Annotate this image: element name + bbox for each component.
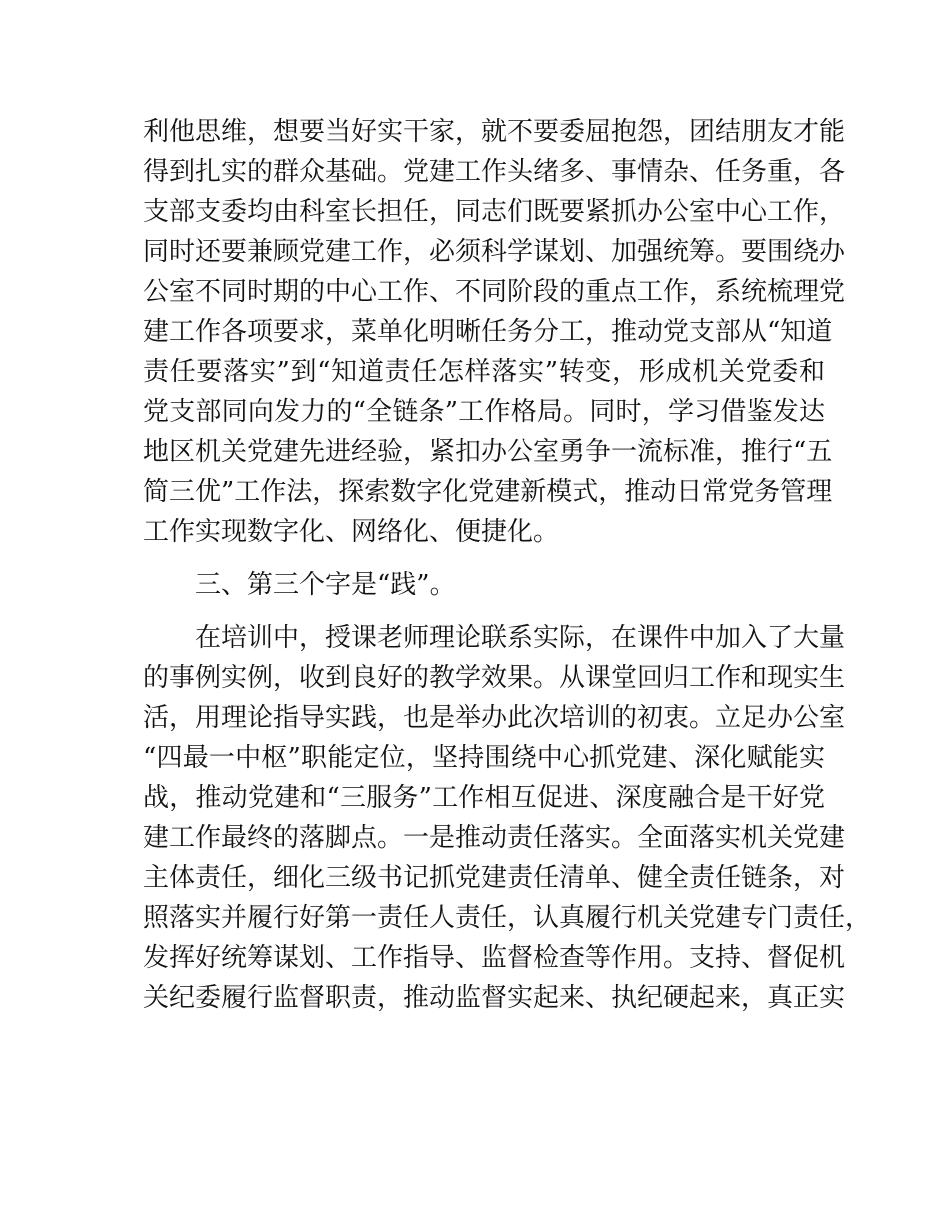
text-line: 责任要落实”到“知道责任怎样落实”转变，形成机关党委和 xyxy=(143,357,825,387)
body-text xyxy=(143,112,872,1018)
text-line: 建工作各项要求，菜单化明晰任务分工，推动党支部从“知道 xyxy=(143,317,833,347)
text-line: 活，用理论指导实践，也是举办此次培训的初衷。立足办公室 xyxy=(143,703,846,733)
text-line: 公室不同时期的中心工作、不同阶段的重点工作，系统梳理党 xyxy=(143,277,846,307)
text-line: 照落实并履行好第一责任人责任，认真履行机关党建专门责任， xyxy=(143,903,872,933)
paragraph xyxy=(143,618,872,1018)
text-line: 关纪委履行监督职责，推动监督实起来、执纪硬起来，真正实 xyxy=(143,983,846,1013)
text-line: 同时还要兼顾党建工作，必须科学谋划、加强统筹。要围绕办 xyxy=(143,237,846,267)
section-heading: 三、第三个字是“践”。 xyxy=(195,570,456,600)
text-line: 建工作最终的落脚点。一是推动责任落实。全面落实机关党建 xyxy=(143,823,846,853)
paragraph-gap xyxy=(143,552,825,565)
text-line: 发挥好统筹谋划、工作指导、监督检查等作用。支持、督促机 xyxy=(143,943,846,973)
text-line: 利他思维，想要当好实干家，就不要委屈抱怨，团结朋友才能 xyxy=(143,117,846,147)
text-line: 党支部同向发力的“全链条”工作格局。同时，学习借鉴发达 xyxy=(143,397,825,427)
text-line: 支部支委均由科室长担任，同志们既要紧抓办公室中心工作， xyxy=(143,197,846,227)
text-line: 在培训中，授课老师理论联系实际，在课件中加入了大量 xyxy=(195,623,846,653)
text-line: 得到扎实的群众基础。党建工作头绪多、事情杂、任务重，各 xyxy=(143,157,846,187)
text-line: 地区机关党建先进经验，紧扣办公室勇争一流标准，推行“五 xyxy=(143,437,833,467)
text-line: “四最一中枢”职能定位，坚持围绕中心抓党建、深化赋能实 xyxy=(143,743,825,773)
text-line: 主体责任，细化三级书记抓党建责任清单、健全责任链条，对 xyxy=(143,863,846,893)
text-line: 工作实现数字化、网络化、便捷化。 xyxy=(143,517,560,547)
text-line: 战，推动党建和“三服务”工作相互促进、深度融合是干好党 xyxy=(143,783,825,813)
text-line: 的事例实例，收到良好的教学效果。从课堂回归工作和现实生 xyxy=(143,663,846,693)
paragraph-gap xyxy=(143,605,825,618)
paragraph xyxy=(143,112,846,552)
text-line: 简三优”工作法，探索数字化党建新模式，推动日常党务管理 xyxy=(143,477,833,507)
